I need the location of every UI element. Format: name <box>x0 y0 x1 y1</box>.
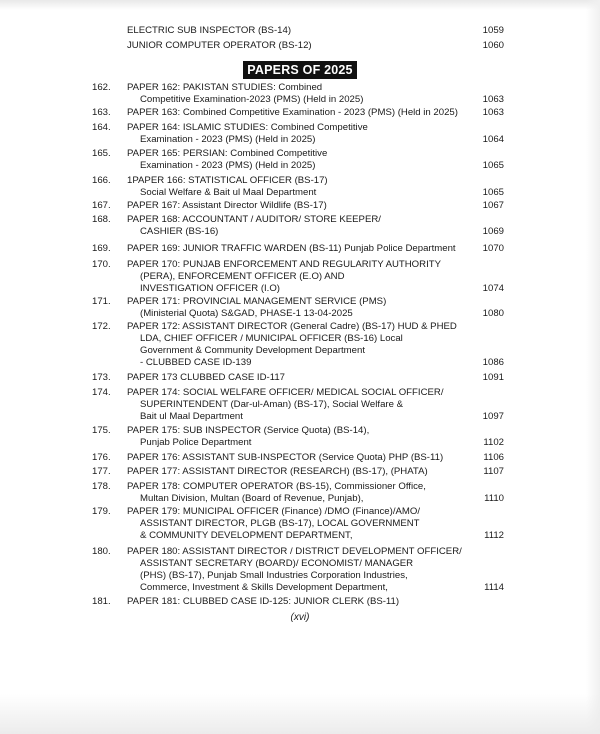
entry-number: 166. <box>92 175 111 186</box>
entry-number: 165. <box>92 148 111 159</box>
entry-number: 174. <box>92 387 111 398</box>
entry-title <box>127 596 467 608</box>
entry-number: 162. <box>92 82 111 93</box>
entry-page-number: 1059 <box>482 25 504 36</box>
entry-title <box>127 546 467 594</box>
entry-title-line: INVESTIGATION OFFICER (I.O) <box>140 283 280 294</box>
entry-page-number: 1063 <box>482 107 504 118</box>
entry-page-number: 1102 <box>483 437 504 448</box>
entry-title-line: Bait ul Maal Department <box>140 411 243 422</box>
entry-title <box>127 296 467 320</box>
entry-title-line: - CLUBBED CASE ID-139 <box>140 357 252 368</box>
entry-title <box>127 481 467 505</box>
entry-number: 168. <box>92 214 111 225</box>
entry-title-line: (PHS) (BS-17), Punjab Small Industries Corporation Industries, <box>140 570 408 581</box>
entry-title-line: ASSISTANT SECRETARY (BOARD)/ ECONOMIST/ MANAGER <box>140 558 414 569</box>
entry-page-number: 1097 <box>482 411 504 422</box>
entry-number: 172. <box>92 321 111 332</box>
entry-number: 175. <box>92 425 111 436</box>
entry-title <box>127 243 467 255</box>
entry-title-line: PAPER 164: ISLAMIC STUDIES: Combined Competitive <box>127 122 368 133</box>
entry-page-number: 1064 <box>482 134 504 145</box>
entry-page-number: 1114 <box>484 582 504 593</box>
entry-title-line: CASHIER (BS-16) <box>140 226 219 237</box>
entry-number: 169. <box>92 243 111 254</box>
entry-title-line: PAPER 173 CLUBBED CASE ID-117 <box>127 372 286 383</box>
entry-page-number: 1106 <box>483 452 504 463</box>
page-edge-shadow <box>586 0 600 734</box>
entry-page-number: 1069 <box>482 226 504 237</box>
entry-page-number: 1060 <box>482 40 504 51</box>
entry-number: 171. <box>92 296 111 307</box>
entry-title <box>127 321 467 369</box>
entry-title-line: 1PAPER 166: STATISTICAL OFFICER (BS-17) <box>127 175 328 186</box>
entry-title-line: PAPER 167: Assistant Director Wildlife (BS-17) <box>127 200 327 211</box>
entry-title-line: & COMMUNITY DEVELOPMENT DEPARTMENT, <box>140 530 353 541</box>
entry-title-line: (PERA), ENFORCEMENT OFFICER (E.O) AND <box>140 271 345 282</box>
entry-title-line: PAPER 172: ASSISTANT DIRECTOR (General Cadre) (BS-17) HUD & PHED <box>127 321 457 332</box>
entry-title: JUNIOR COMPUTER OPERATOR (BS-12) <box>127 40 312 51</box>
entry-title-line: PAPER 163: Combined Competitive Examination - 2023 (PMS) (Held in 2025) <box>127 107 458 118</box>
entry-title-line: PAPER 180: ASSISTANT DIRECTOR / DISTRICT DEVELOPMENT OFFICER/ <box>127 546 462 557</box>
entry-title-line: LDA, CHIEF OFFICER / MUNICIPAL OFFICER (BS-16) Local <box>140 333 403 344</box>
entry-title-line: Multan Division, Multan (Board of Revenue, Punjab), <box>140 493 364 504</box>
entry-title-line: PAPER 168: ACCOUNTANT / AUDITOR/ STORE KEEPER/ <box>127 214 381 225</box>
entry-page-number: 1107 <box>483 466 504 477</box>
entry-title <box>127 122 467 146</box>
page-number-footer: (xvi) <box>290 612 310 623</box>
entry-number: 177. <box>92 466 111 477</box>
entry-title-line: PAPER 170: PUNJAB ENFORCEMENT AND REGULARITY AUTHORITY <box>127 259 441 270</box>
entry-title-line: PAPER 162: PAKISTAN STUDIES: Combined <box>127 82 323 93</box>
entry-title-line: Social Welfare & Bait ul Maal Department <box>140 187 317 198</box>
entry-title <box>127 214 467 238</box>
entry-title-line: Commerce, Investment & Skills Development Department, <box>140 582 388 593</box>
entry-title-line: Examination - 2023 (PMS) (Held in 2025) <box>140 160 316 171</box>
entry-title <box>127 425 467 449</box>
entry-title <box>127 506 467 542</box>
entry-page-number: 1074 <box>482 283 504 294</box>
entry-title-line: PAPER 177: ASSISTANT DIRECTOR (RESEARCH) (BS-17), (PHATA) <box>127 466 428 477</box>
entry-title <box>127 372 467 384</box>
entry-number: 181. <box>92 596 111 607</box>
entry-page-number: 1112 <box>484 530 504 541</box>
page-top-shadow <box>0 0 600 10</box>
entry-number: 178. <box>92 481 111 492</box>
entry-title-line: PAPER 171: PROVINCIAL MANAGEMENT SERVICE (PMS) <box>127 296 387 307</box>
entry-page-number: 1065 <box>482 160 504 171</box>
entry-title <box>127 175 467 199</box>
entry-page-number: 1065 <box>482 187 504 198</box>
entry-title <box>127 387 467 423</box>
entry-title-line: Punjab Police Department <box>140 437 252 448</box>
entry-title: ELECTRIC SUB INSPECTOR (BS-14) <box>127 25 292 36</box>
entry-page-number: 1080 <box>482 308 504 319</box>
entry-number: 164. <box>92 122 111 133</box>
entry-title <box>127 452 467 464</box>
entry-page-number: 1070 <box>482 243 504 254</box>
entry-title <box>127 259 467 295</box>
entry-number: 163. <box>92 107 111 118</box>
entry-title <box>127 107 467 119</box>
entry-title <box>127 200 467 212</box>
entry-title-line: ASSISTANT DIRECTOR, PLGB (BS-17), LOCAL GOVERNMENT <box>140 518 420 529</box>
entry-page-number: 1067 <box>482 200 504 211</box>
entry-title <box>127 466 467 478</box>
entry-title-line: (Ministerial Quota) S&GAD, PHASE-1 13-04-2025 <box>140 308 353 319</box>
section-heading: PAPERS OF 2025 <box>243 61 357 79</box>
entry-number: 167. <box>92 200 111 211</box>
entry-page-number: 1063 <box>482 94 504 105</box>
entry-title-line: PAPER 179: MUNICIPAL OFFICER (Finance) /DMO (Finance)/AMO/ <box>127 506 421 517</box>
entry-title <box>127 82 467 106</box>
entry-title-line: Examination - 2023 (PMS) (Held in 2025) <box>140 134 316 145</box>
entry-number: 173. <box>92 372 111 383</box>
entry-page-number: 1091 <box>482 372 504 383</box>
entry-title-line: PAPER 178: COMPUTER OPERATOR (BS-15), Commissioner Office, <box>127 481 426 492</box>
entry-title-line: PAPER 181: CLUBBED CASE ID-125: JUNIOR CLERK (BS-11) <box>127 596 400 607</box>
entry-page-number: 1110 <box>484 493 504 504</box>
entry-title-line: PAPER 175: SUB INSPECTOR (Service Quota) (BS-14), <box>127 425 370 436</box>
entry-title-line: Government & Community Development Department <box>140 345 366 356</box>
entry-title-line: PAPER 176: ASSISTANT SUB-INSPECTOR (Service Quota) PHP (BS-11) <box>127 452 444 463</box>
entry-title-line: SUPERINTENDENT (Dar-ul-Aman) (BS-17), Social Welfare & <box>140 399 403 410</box>
entry-number: 176. <box>92 452 111 463</box>
entry-title-line: Competitive Examination-2023 (PMS) (Held in 2025) <box>140 94 364 105</box>
entry-title <box>127 148 467 172</box>
entry-title-line: PAPER 169: JUNIOR TRAFFIC WARDEN (BS-11) Punjab Police Department <box>127 243 456 254</box>
entry-title-line: PAPER 165: PERSIAN: Combined Competitive <box>127 148 328 159</box>
page-bottom-shadow <box>0 694 600 734</box>
entry-number: 180. <box>92 546 111 557</box>
entry-number: 179. <box>92 506 111 517</box>
entry-title-line: PAPER 174: SOCIAL WELFARE OFFICER/ MEDICAL SOCIAL OFFICER/ <box>127 387 444 398</box>
entry-number: 170. <box>92 259 111 270</box>
entry-page-number: 1086 <box>482 357 504 368</box>
